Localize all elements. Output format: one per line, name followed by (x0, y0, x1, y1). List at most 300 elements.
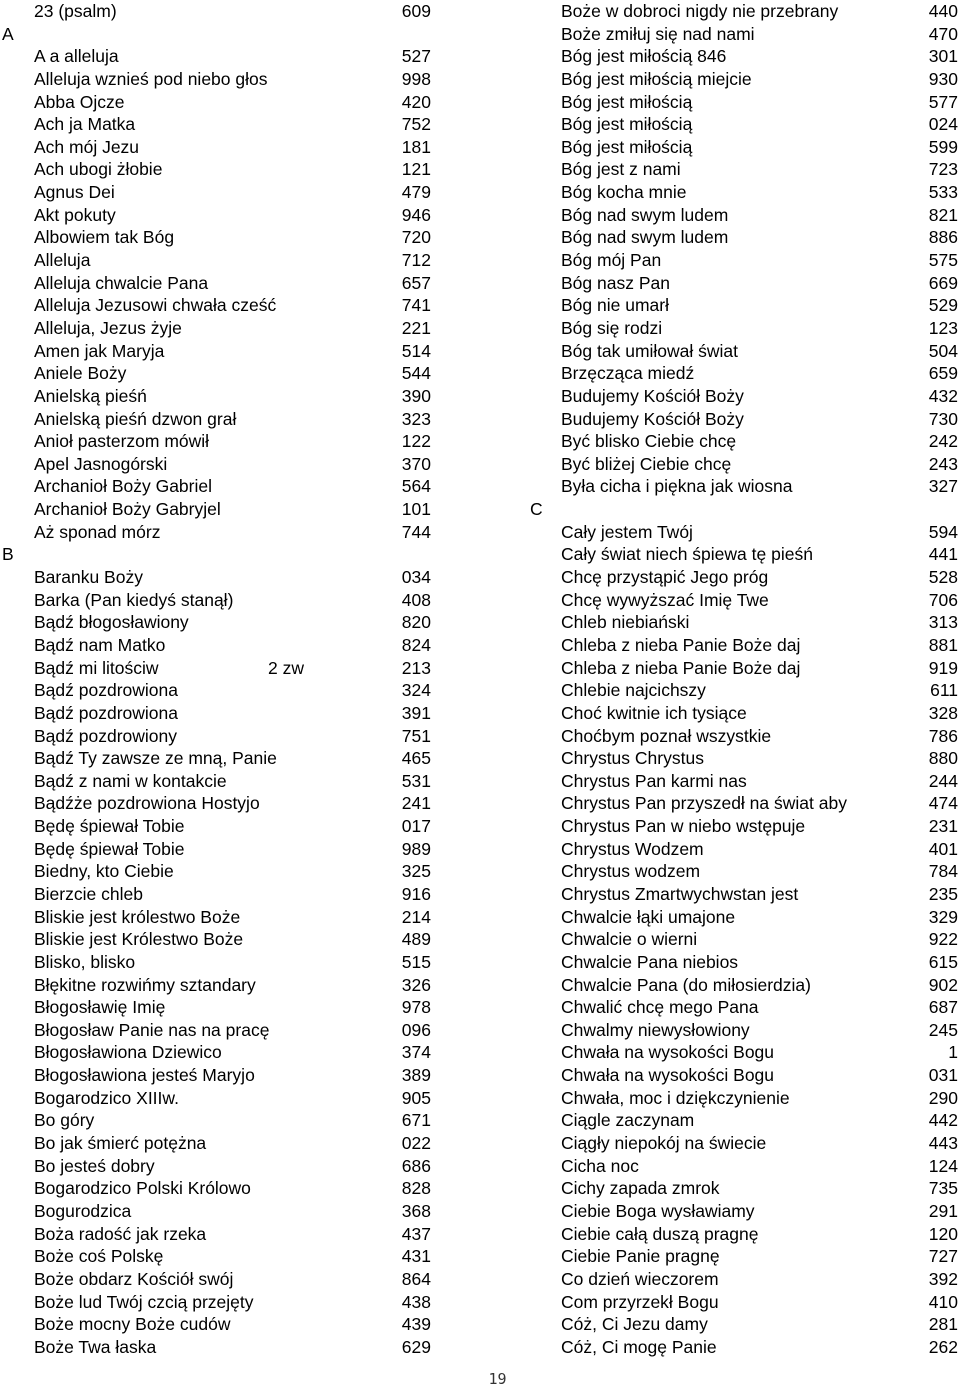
index-entry (530, 996, 960, 1019)
entry-number: 659 (928, 363, 958, 384)
entry-title: Bądźże pozdrowiona Hostyjo (34, 793, 260, 814)
entry-number: 244 (928, 770, 958, 791)
index-entry (530, 158, 960, 181)
entry-title: Agnus Dei (34, 182, 115, 203)
index-entry (530, 362, 960, 385)
index-entry (530, 91, 960, 114)
entry-title: Ciebie całą duszą pragnę (561, 1223, 759, 1244)
entry-title: Błogosławiona jesteś Maryjo (34, 1065, 255, 1086)
entry-title: Boże mocny Boże cudów (34, 1314, 231, 1335)
entry-title: Chrystus Pan karmi nas (561, 770, 747, 791)
entry-number: 438 (401, 1291, 431, 1312)
index-entry (0, 91, 440, 114)
index-entry (530, 23, 960, 46)
index-entry (0, 860, 440, 883)
entry-number: 751 (401, 725, 431, 746)
entry-title: Boże Twa łaska (34, 1336, 157, 1357)
entry-number: 686 (401, 1155, 431, 1176)
index-entry (530, 906, 960, 929)
index-entry (530, 317, 960, 340)
entry-number: 281 (928, 1314, 958, 1335)
index-entry (0, 792, 440, 815)
index-entry (0, 1132, 440, 1155)
entry-number: 241 (401, 793, 431, 814)
index-entry (530, 770, 960, 793)
entry-title: Boże w dobroci nigdy nie przebrany (561, 1, 839, 21)
entry-number: 096 (401, 1019, 431, 1040)
entry-number: 370 (401, 453, 431, 474)
entry-title: Bo jak śmierć potężna (34, 1133, 207, 1154)
index-entry (0, 770, 440, 793)
entry-number: 615 (928, 951, 958, 972)
entry-title: Chwała, moc i dziękczynienie (561, 1087, 790, 1108)
entry-title: Baranku Boży (34, 567, 143, 588)
index-entry (0, 566, 440, 589)
entry-number: 1 (948, 1042, 958, 1063)
entry-title: Brzęcząca miedź (561, 363, 695, 384)
entry-number: 706 (928, 589, 958, 610)
index-entry (0, 113, 440, 136)
index-entry (530, 1087, 960, 1110)
entry-title: Com przyrzekł Bogu (561, 1291, 719, 1312)
entry-number: 723 (928, 159, 958, 180)
index-entry (530, 340, 960, 363)
index-entry (530, 1268, 960, 1291)
entry-number: 324 (401, 680, 431, 701)
entry-title: Bóg nasz Pan (561, 272, 670, 293)
index-entry (530, 68, 960, 91)
entry-number: 824 (401, 634, 431, 655)
index-entry (530, 249, 960, 272)
entry-title: Bóg jest miłością miejcie (561, 68, 752, 89)
index-entry (0, 408, 440, 431)
index-entry (530, 1109, 960, 1132)
entry-title: Akt pokuty (34, 204, 116, 225)
entry-title: Chwała na wysokości Bogu (561, 1042, 775, 1063)
index-entry (0, 1223, 440, 1246)
entry-title: Być bliżej Ciebie chcę (561, 453, 732, 474)
index-entry (530, 181, 960, 204)
entry-title: Boże coś Polskę (34, 1246, 164, 1267)
index-column-left (0, 0, 440, 1358)
entry-number: 432 (928, 385, 958, 406)
entry-title: Cicha noc (561, 1155, 639, 1176)
entry-title: Cały jestem Twój (561, 521, 693, 542)
entry-number: 291 (928, 1200, 958, 1221)
entry-number: 439 (401, 1314, 431, 1335)
section-letter: C (530, 499, 543, 520)
entry-title: Chwalcie łąki umajone (561, 906, 736, 927)
index-entry (530, 725, 960, 748)
index-entry (530, 1177, 960, 1200)
index-entry (530, 272, 960, 295)
entry-number: 441 (928, 544, 958, 565)
entry-number: 465 (401, 748, 431, 769)
index-entry (0, 838, 440, 861)
index-entry (530, 1336, 960, 1359)
entry-title: Chwała na wysokości Bogu (561, 1065, 775, 1086)
entry-title: Bóg się rodzi (561, 317, 663, 338)
entry-title: Cóż, Ci mogę Panie (561, 1336, 717, 1357)
index-entry (530, 792, 960, 815)
entry-number: 544 (401, 363, 431, 384)
entry-title: Blisko, blisko (34, 951, 136, 972)
entry-number: 221 (401, 317, 431, 338)
entry-title: Chlebie najcichszy (561, 680, 706, 701)
index-entry (0, 725, 440, 748)
index-entry (0, 1177, 440, 1200)
entry-title: Ach ubogi żłobie (34, 159, 163, 180)
page-number: 19 (488, 1370, 507, 1388)
entry-title: Bóg jest z nami (561, 159, 681, 180)
entry-number: 820 (401, 612, 431, 633)
entry-number: 122 (401, 431, 431, 452)
index-entry (0, 747, 440, 770)
entry-number: 101 (401, 499, 431, 520)
entry-title: Bóg mój Pan (561, 250, 662, 271)
entry-number: 529 (928, 295, 958, 316)
entry-number: 034 (401, 567, 431, 588)
entry-title: Chleb niebiański (561, 612, 690, 633)
entry-title: Bądź nam Matko (34, 634, 166, 655)
entry-number: 916 (401, 883, 431, 904)
entry-title: Chrystus Zmartwychwstan jest (561, 883, 799, 904)
entry-title: Chrystus Pan w niebo wstępuje (561, 816, 806, 837)
index-entry (530, 1019, 960, 1042)
entry-title: Będę śpiewał Tobie (34, 838, 185, 859)
entry-title: Abba Ojcze (34, 91, 125, 112)
index-entry (530, 1223, 960, 1246)
entry-number: 515 (401, 951, 431, 972)
entry-number: 735 (928, 1178, 958, 1199)
index-entry (530, 611, 960, 634)
entry-title: Bóg jest miłością (561, 91, 693, 112)
entry-number: 325 (401, 861, 431, 882)
entry-number: 120 (928, 1223, 958, 1244)
entry-number: 880 (928, 748, 958, 769)
entry-title: Ciebie Panie pragnę (561, 1246, 720, 1267)
index-entry (530, 204, 960, 227)
entry-number: 368 (401, 1200, 431, 1221)
index-entry (530, 928, 960, 951)
entry-title: Chwalcie Pana niebios (561, 951, 739, 972)
entry-number: 528 (928, 567, 958, 588)
index-entry (530, 815, 960, 838)
entry-number: 301 (928, 46, 958, 67)
index-entry (0, 1087, 440, 1110)
entry-number: 474 (928, 793, 958, 814)
index-entry (0, 1313, 440, 1336)
entry-number: 470 (928, 23, 958, 44)
index-entry (530, 226, 960, 249)
index-entry (530, 521, 960, 544)
index-entry (530, 294, 960, 317)
entry-title: Chleba z nieba Panie Boże daj (561, 657, 801, 678)
entry-title: Choćbym poznał wszystkie (561, 725, 772, 746)
entry-number: 431 (401, 1246, 431, 1267)
entry-title: Chrystus Pan przyszedł na świat aby (561, 793, 847, 814)
entry-title: 23 (psalm) (34, 1, 117, 21)
entry-number: 881 (928, 634, 958, 655)
index-entry (530, 0, 960, 23)
index-entry (530, 136, 960, 159)
entry-number: 031 (928, 1065, 958, 1086)
entry-title: Bądź pozdrowiona (34, 680, 178, 701)
entry-number: 577 (928, 91, 958, 112)
index-entry (530, 1064, 960, 1087)
index-entry (530, 1132, 960, 1155)
index-entry (0, 1200, 440, 1223)
index-entry (0, 498, 440, 521)
entry-title: Amen jak Maryja (34, 340, 165, 361)
entry-title: Ciągły niepokój na świecie (561, 1133, 767, 1154)
index-entry (530, 951, 960, 974)
index-entry (0, 475, 440, 498)
entry-number: 531 (401, 770, 431, 791)
index-entry (530, 883, 960, 906)
entry-title: Bierzcie chleb (34, 883, 143, 904)
entry-number: 440 (928, 1, 958, 21)
entry-number: 329 (928, 906, 958, 927)
entry-note: 2 zw (268, 657, 304, 678)
entry-number: 905 (401, 1087, 431, 1108)
entry-number: 420 (401, 91, 431, 112)
entry-number: 327 (928, 476, 958, 497)
index-entry (530, 702, 960, 725)
entry-number: 213 (401, 657, 431, 678)
index-entry (530, 657, 960, 680)
index-entry (0, 362, 440, 385)
entry-number: 828 (401, 1178, 431, 1199)
index-entry (530, 1313, 960, 1336)
index-entry (0, 68, 440, 91)
entry-number: 181 (401, 136, 431, 157)
entry-title: Bo góry (34, 1110, 95, 1131)
entry-title: Błogosławiona Dziewico (34, 1042, 222, 1063)
entry-number: 919 (928, 657, 958, 678)
index-column-right (530, 0, 960, 1358)
entry-number: 946 (401, 204, 431, 225)
index-entry (0, 226, 440, 249)
index-entry (530, 1155, 960, 1178)
index-entry (530, 860, 960, 883)
entry-number: 123 (928, 317, 958, 338)
entry-number: 978 (401, 997, 431, 1018)
entry-title: Bądź pozdrowiony (34, 725, 177, 746)
index-entry (530, 838, 960, 861)
index-entry (0, 1268, 440, 1291)
entry-number: 922 (928, 929, 958, 950)
entry-title: Ciągle zaczynam (561, 1110, 695, 1131)
entry-number: 017 (401, 816, 431, 837)
entry-title: Chcę przystąpić Jego próg (561, 567, 769, 588)
entry-title: Bóg nad swym ludem (561, 227, 729, 248)
entry-title: Aż sponad mórz (34, 521, 161, 542)
index-entry (0, 974, 440, 997)
entry-number: 784 (928, 861, 958, 882)
entry-title: Cóż, Ci Jezu damy (561, 1314, 708, 1335)
entry-number: 389 (401, 1065, 431, 1086)
entry-number: 022 (401, 1133, 431, 1154)
entry-title: Chwalić chcę mego Pana (561, 997, 759, 1018)
index-entry (0, 906, 440, 929)
index-entry (0, 158, 440, 181)
entry-number: 443 (928, 1133, 958, 1154)
entry-title: Bogurodzica (34, 1200, 132, 1221)
entry-title: Bądź błogosławiony (34, 612, 189, 633)
entry-number: 821 (928, 204, 958, 225)
entry-number: 712 (401, 250, 431, 271)
entry-number: 242 (928, 431, 958, 452)
entry-title: Ach ja Matka (34, 114, 136, 135)
index-entry (0, 249, 440, 272)
entry-number: 390 (401, 385, 431, 406)
entry-number: 374 (401, 1042, 431, 1063)
entry-title: Bogarodzico XIIIw. (34, 1087, 179, 1108)
entry-title: Boże zmiłuj się nad nami (561, 23, 755, 44)
entry-number: 231 (928, 816, 958, 837)
entry-title: Chcę wywyższać Imię Twe (561, 589, 769, 610)
section-letter-row (0, 543, 440, 566)
entry-title: Alleluja, Jezus żyje (34, 317, 182, 338)
entry-title: Bądź pozdrowiona (34, 702, 178, 723)
entry-title: Barka (Pan kiedyś stanął) (34, 589, 234, 610)
entry-title: Bliskie jest królestwo Boże (34, 906, 241, 927)
entry-title: Boże lud Twój czcią przejęty (34, 1291, 254, 1312)
index-entry (0, 0, 440, 23)
entry-number: 313 (928, 612, 958, 633)
entry-number: 290 (928, 1087, 958, 1108)
entry-number: 727 (928, 1246, 958, 1267)
entry-title: Choć kwitnie ich tysiące (561, 702, 747, 723)
entry-title: Będę śpiewał Tobie (34, 816, 185, 837)
entry-number: 669 (928, 272, 958, 293)
entry-title: Cały świat niech śpiewa tę pieśń (561, 544, 813, 565)
entry-number: 657 (401, 272, 431, 293)
entry-title: Bóg tak umiłował świat (561, 340, 739, 361)
entry-number: 864 (401, 1268, 431, 1289)
entry-number: 575 (928, 250, 958, 271)
index-entry (0, 272, 440, 295)
entry-number: 328 (928, 702, 958, 723)
entry-number: 024 (928, 114, 958, 135)
entry-number: 594 (928, 521, 958, 542)
entry-number: 410 (928, 1291, 958, 1312)
entry-title: Była cicha i piękna jak wiosna (561, 476, 793, 497)
entry-number: 671 (401, 1110, 431, 1131)
index-entry (530, 543, 960, 566)
entry-number: 609 (401, 1, 431, 21)
index-entry (530, 1041, 960, 1064)
entry-number: 998 (401, 68, 431, 89)
index-entry (0, 1019, 440, 1042)
entry-number: 124 (928, 1155, 958, 1176)
section-letter-row (0, 23, 440, 46)
index-entry (0, 181, 440, 204)
index-entry (0, 611, 440, 634)
index-entry (0, 1041, 440, 1064)
entry-title: Alleluja Jezusowi chwała cześć (34, 295, 277, 316)
entry-title: Bądź Ty zawsze ze mną, Panie (34, 748, 277, 769)
section-letter: B (2, 544, 14, 565)
entry-title: Błękitne rozwińmy sztandary (34, 974, 256, 995)
entry-number: 326 (401, 974, 431, 995)
entry-title: Co dzień wieczorem (561, 1268, 719, 1289)
index-entry (530, 679, 960, 702)
entry-number: 902 (928, 974, 958, 995)
entry-title: Alleluja wznieś pod niebo głos (34, 68, 268, 89)
entry-number: 720 (401, 227, 431, 248)
index-entry (0, 204, 440, 227)
index-entry (0, 657, 440, 680)
index-entry (530, 453, 960, 476)
entry-title: Chrystus Chrystus (561, 748, 704, 769)
entry-title: Bóg nad swym ludem (561, 204, 729, 225)
index-entry (0, 136, 440, 159)
index-entry (0, 1155, 440, 1178)
entry-number: 599 (928, 136, 958, 157)
entry-title: Budujemy Kościół Boży (561, 385, 744, 406)
index-entry (530, 747, 960, 770)
entry-number: 886 (928, 227, 958, 248)
index-entry (0, 317, 440, 340)
entry-number: 408 (401, 589, 431, 610)
entry-title: Albowiem tak Bóg (34, 227, 175, 248)
entry-title: Bądź mi litościw (34, 657, 159, 678)
entry-title: Budujemy Kościół Boży (561, 408, 744, 429)
index-entry (530, 113, 960, 136)
entry-title: Chwalmy niewysłowiony (561, 1019, 750, 1040)
index-entry (0, 883, 440, 906)
entry-number: 564 (401, 476, 431, 497)
entry-title: Bogarodzico Polski Królowo (34, 1178, 251, 1199)
entry-title: Bo jesteś dobry (34, 1155, 155, 1176)
entry-title: Błogosławię Imię (34, 997, 166, 1018)
entry-number: 442 (928, 1110, 958, 1131)
entry-title: Chwalcie Pana (do miłosierdzia) (561, 974, 811, 995)
entry-number: 989 (401, 838, 431, 859)
index-entry (530, 1245, 960, 1268)
index-entry (0, 1245, 440, 1268)
entry-number: 629 (401, 1336, 431, 1357)
index-entry (0, 589, 440, 612)
entry-number: 323 (401, 408, 431, 429)
index-entry (530, 385, 960, 408)
entry-title: Alleluja (34, 250, 91, 271)
index-entry (530, 430, 960, 453)
index-entry (0, 1336, 440, 1359)
entry-title: Archanioł Boży Gabryjel (34, 499, 221, 520)
entry-title: Alleluja chwalcie Pana (34, 272, 209, 293)
entry-title: Bliskie jest Królestwo Boże (34, 929, 244, 950)
index-entry (0, 453, 440, 476)
section-letter-row (530, 498, 960, 521)
index-entry (0, 385, 440, 408)
entry-number: 687 (928, 997, 958, 1018)
entry-number: 752 (401, 114, 431, 135)
entry-title: Biedny, kto Ciebie (34, 861, 174, 882)
index-entry (530, 974, 960, 997)
entry-number: 514 (401, 340, 431, 361)
index-entry (0, 1291, 440, 1314)
index-entry (0, 521, 440, 544)
entry-title: Ach mój Jezu (34, 136, 140, 157)
index-entry (0, 294, 440, 317)
index-entry (0, 951, 440, 974)
index-entry (0, 815, 440, 838)
entry-number: 245 (928, 1019, 958, 1040)
index-entry (530, 475, 960, 498)
